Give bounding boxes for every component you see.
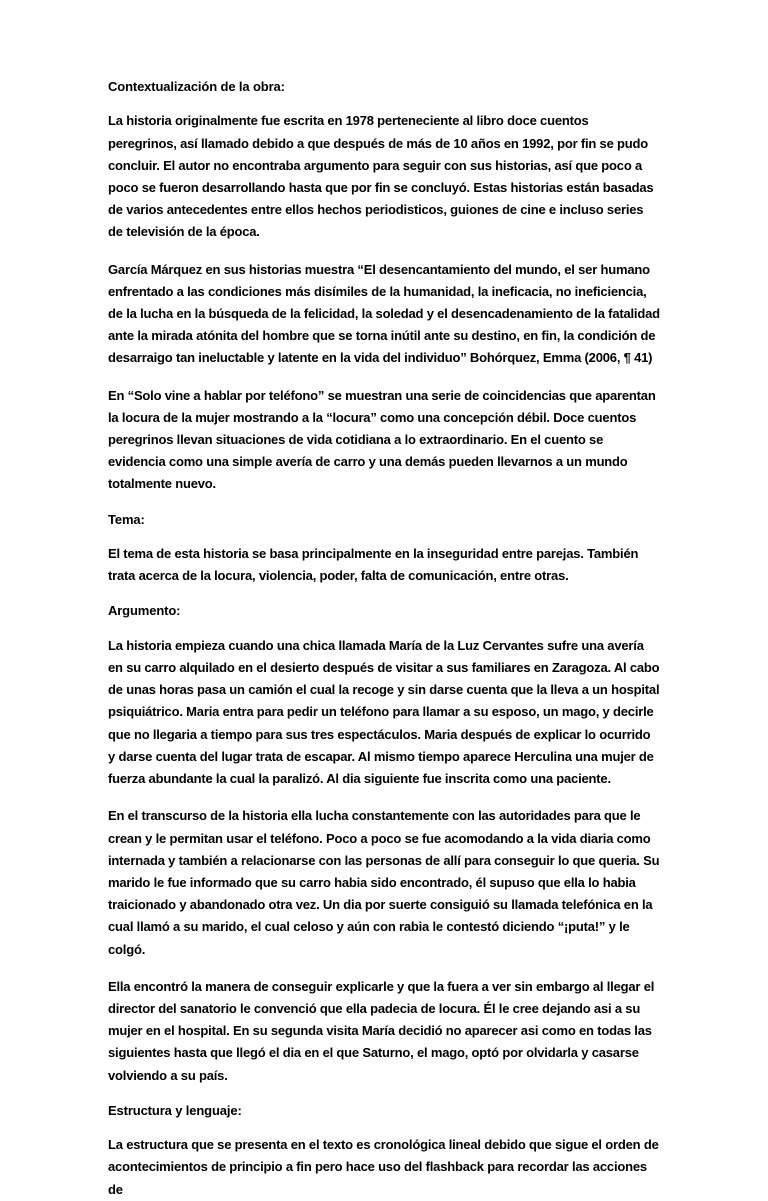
paragraph-argumento-3: Ella encontró la manera de conseguir explicarle y que la fuera a ver sin embargo al llegar el director del sanatorio le convenció que ella padecia de locura. Él le cree dejando asi a su mujer en el hospital. En su segunda visita María decidió no aparecer asi como en todas las siguientes hasta que llegó el dia en el que Saturno, el mago, optó por olvidarla y casarse volviendo a su país. (108, 978, 655, 1083)
heading-estructura-lenguaje: Estructura y lenguaje: (108, 1102, 242, 1118)
document-text-body (108, 78, 660, 1201)
heading-contextualizacion: Contextualización de la obra: (108, 79, 285, 94)
paragraph-argumento-2: En el transcurso de la historia ella lucha constantemente con las autoridades para que le crean y le permitan usar el teléfono. Poco a poco se fue acomodando a la vida diaria como internada y también a relacionarse con las personas de allí para conseguir lo que queria. Su marido le fue informado que su carro habia sido encontrado, él supuso que ella lo habia traicionado y abandonado otra vez. Un dia por suerte consiguió su llamada telefónica en la cual llamó a su marido, el cual celoso y aún con rabia le contestó diciendo “¡puta!” y le colgó. (108, 808, 660, 957)
paragraph-garcia-marquez-quote: García Márquez en sus historias muestra “El desencantamiento del mundo, el ser humano enfrentado a las condiciones más disímiles de la humanidad, la ineficacia, no ineficiencia, de la lucha en la búsqueda de la felicidad, la soledad y el desencadenamiento de la fatalidad ante la mirada atónita del hombre que se torna inútil ante su destino, en fin, la condición de desarraigo tan ineluctable y latente en la vida del individuo” Bohórquez, Emma (2006, ¶ 41) (108, 261, 660, 366)
paragraph-solo-vine-a-hablar: En “Solo vine a hablar por teléfono” se muestran una serie de coincidencias que aparentan la locura de la mujer mostrando a la “locura” como una concepción débil. Doce cuentos peregrinos llevan situaciones de vida cotidiana a lo extraordinario. En el cuento se evidencia como una simple avería de carro y una demás pueden llevarnos a un mundo totalmente nuevo. (108, 387, 656, 492)
paragraph-contextualizacion: La historia originalmente fue escrita en 1978 perteneciente al libro doce cuentos peregrinos, así llamado debido a que después de más de 10 años en 1992, por fin se pudo concluir. El autor no encontraba argumento para seguir con sus historias, así que poco a poco se fueron desarrollando hasta que por fin se concluyó. Estas historias están basadas de varios antecedentes entre ellos hechos periodisticos, guiones de cine e incluso series de televisión de la época. (108, 113, 654, 240)
paragraph-tema: El tema de esta historia se basa principalmente en la inseguridad entre parejas. También trata acerca de la locura, violencia, poder, falta de comunicación, entre otras. (108, 546, 639, 584)
heading-tema: Tema: (108, 511, 145, 527)
paragraph-argumento-1: La historia empieza cuando una chica llamada María de la Luz Cervantes sufre una avería en su carro alquilado en el desierto después de visitar a sus familiares en Zaragoza. Al cabo de unas horas pasa un camión el cual la recoge y sin darse cuenta que la lleva a un hospital psiquiátrico. Maria entra para pedir un teléfono para llamar a su esposo, un mago, y decirle que no llegaria a tiempo para sus tres espectáculos. Maria después de explicar lo ocurrido y darse cuenta del lugar trata de escapar. Al mismo tiempo aparece Herculina una mujer de fuerza abundante la cual la paralizó. Al dia siguiente fue inscrita como una paciente. (108, 637, 660, 787)
paragraph-estructura-lenguaje: La estructura que se presenta en el texto es cronológica lineal debido que sigue el orden de acontecimientos de principio a fin pero hace uso del flashback para recordar las acciones de (108, 1137, 659, 1197)
heading-argumento: Argumento: (108, 603, 181, 619)
